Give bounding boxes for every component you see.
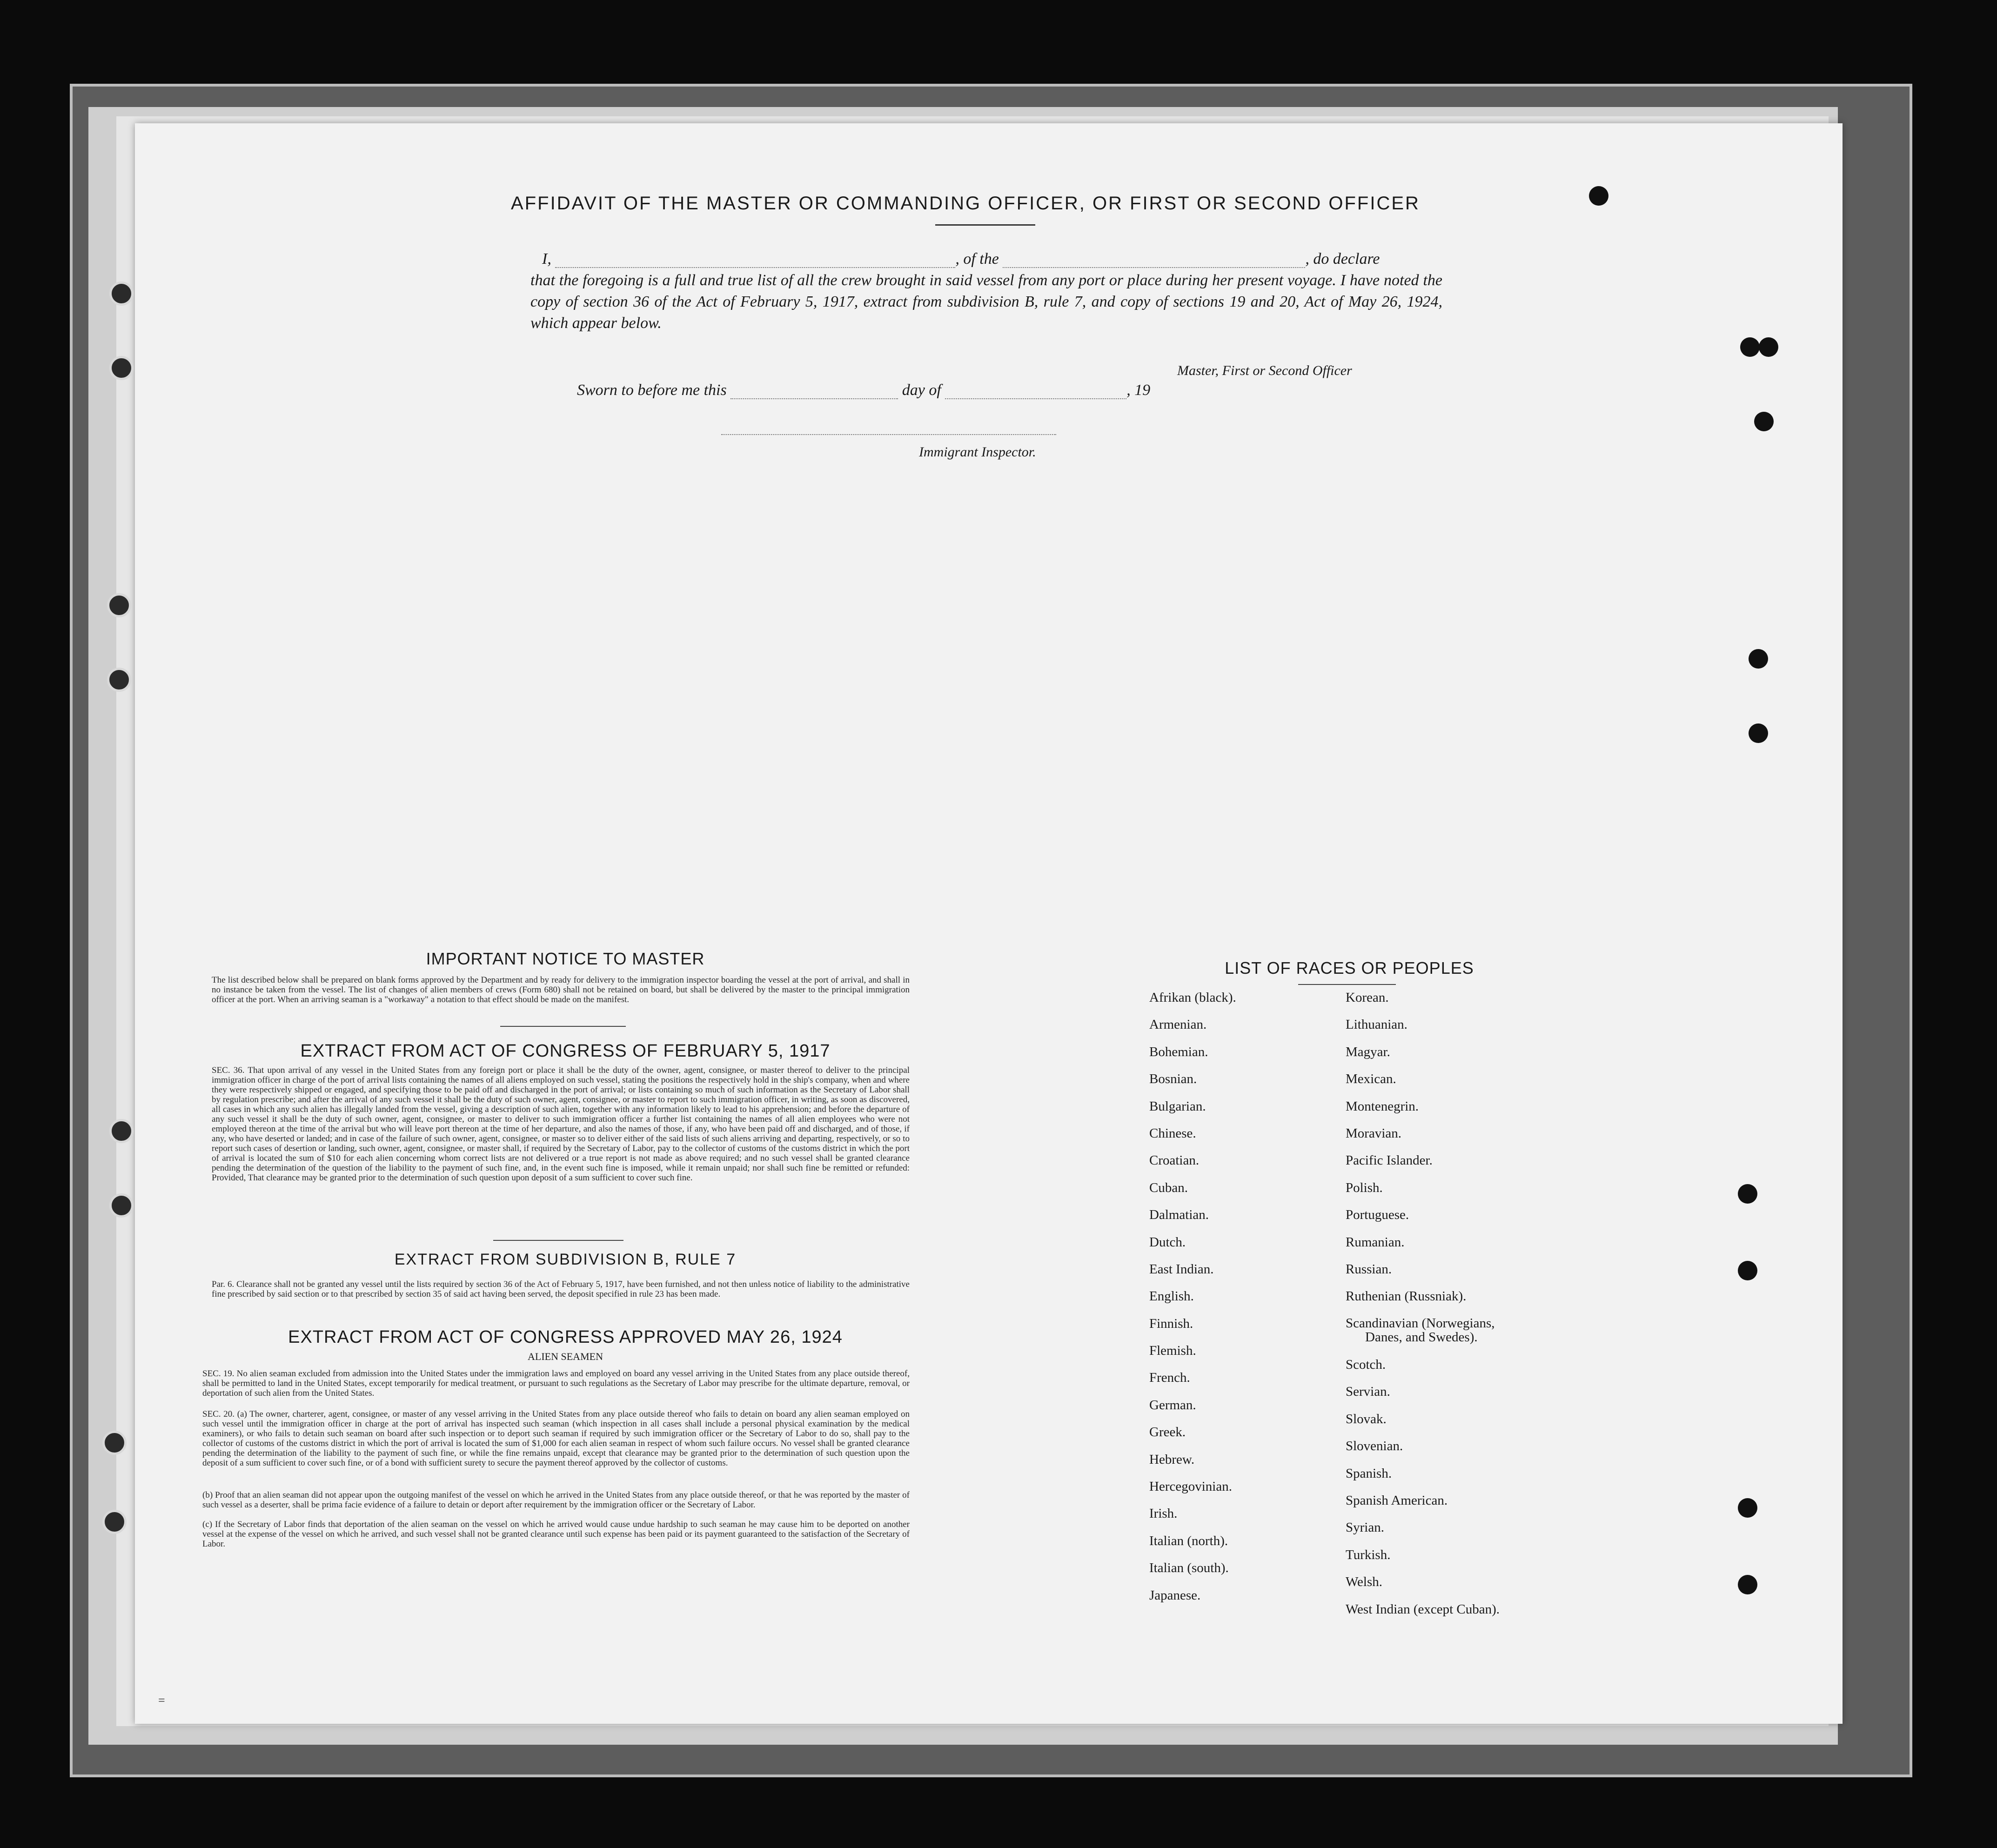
race-item: Korean. <box>1346 990 1389 1005</box>
section-divider <box>500 1026 626 1027</box>
race-item: Dutch. <box>1149 1234 1186 1250</box>
race-item: Finnish. <box>1149 1316 1193 1331</box>
race-item: Cuban. <box>1149 1180 1188 1195</box>
race-item: Spanish. <box>1346 1466 1392 1481</box>
race-item: Servian. <box>1346 1384 1390 1399</box>
race-item: Croatian. <box>1149 1153 1200 1168</box>
inspector-label: Immigrant Inspector. <box>919 444 1036 460</box>
inspector-signature-field[interactable] <box>721 434 1056 435</box>
race-item: Syrian. <box>1346 1520 1384 1535</box>
punch-hole <box>1738 1575 1757 1594</box>
extract-1917-text: SEC. 36. That upon arrival of any vessel in the United States from any foreign port or place it shall be the duty of the owner, agent, consignee, or master thereof to deliver to the principal immigration officer in charge of the port of arrival lists containing the names of all aliens employed on such vessel, stating the positions the respectively hold in the ship's company, when and where they were respectively shipped or engaged, and specifying those to be paid off and discharged in the port of arrival; or lists containing so much of such information as the Secretary of Labor shall by regulation prescribe; and after the arrival of any such vessel it shall be the duty of such owner, agent, consignee, or master to report to such immigration officer, in writing, as soon as discovered, all cases in which any such alien has illegally landed from the vessel, giving a description of such alien, together with any information likely to lead to his apprehension; and before the departure of any such vessel it shall be the duty of such owner, agent, consignee, or master to deliver to such immigration officer a further list containing the names of all alien employees who were not employed thereon at the time of the arrival but who will leave port thereon at the time of her departure, and also the names of those, if any, who have been paid off and discharged, and of those, if any, who have deserted or landed; and in case of the failure of such owner, agent, consignee, or master so to deliver either of the said lists of such aliens arriving and departing, respectively, or so to report such cases of desertion or landing, such owner, agent, consignee, or master shall, if required by the Secretary of Labor, pay to the collector of customs of the customs district in which the port of arrival is located the sum of $10 for each alien concerning whom correct lists are not delivered or a true report is not made as above required; and no such vessel shall be granted clearance pending the determination of the question of the liability to the payment of such fine, and, in the event such fine is imposed, while it remain unpaid; nor shall such fine be remitted or refunded: Provided, That clearance may be granted prior to the determination of such question upon deposit of a sum sufficient to cover such fine. <box>212 1065 910 1183</box>
race-item: Spanish American. <box>1346 1493 1448 1508</box>
binder-hole <box>102 1431 127 1455</box>
race-item: Scandinavian (Norwegians, <box>1346 1315 1495 1331</box>
race-item: Rumanian. <box>1346 1234 1405 1250</box>
race-item: Portuguese. <box>1346 1207 1409 1223</box>
race-item: Armenian. <box>1149 1017 1207 1032</box>
race-item: East Indian. <box>1149 1261 1214 1277</box>
race-item: Welsh. <box>1346 1574 1383 1590</box>
extract-1924-subtitle: ALIEN SEAMEN <box>528 1351 603 1362</box>
race-item: Japanese. <box>1149 1587 1201 1603</box>
race-item: Slovenian. <box>1346 1439 1403 1454</box>
punch-hole <box>1738 1498 1757 1518</box>
sworn-prefix: Sworn to before me this <box>577 382 727 399</box>
notice-title: IMPORTANT NOTICE TO MASTER <box>426 949 705 968</box>
punch-hole <box>1754 412 1774 431</box>
punch-hole <box>1738 1261 1757 1280</box>
race-item: Irish. <box>1149 1506 1178 1521</box>
punch-hole <box>1738 1184 1757 1204</box>
race-item: Chinese. <box>1149 1125 1196 1141</box>
affidavit-title: AFFIDAVIT OF THE MASTER OR COMMANDING OFFICER, OR FIRST OR SECOND OFFICER <box>511 193 1420 214</box>
year-prefix: , 19 <box>1126 382 1151 399</box>
binder-hole <box>107 668 131 692</box>
affidavit-declaration-line <box>542 250 1440 268</box>
binder-hole <box>109 1193 134 1218</box>
race-item: Dalmatian. <box>1149 1207 1209 1223</box>
extract-1924-sec20a: SEC. 20. (a) The owner, charterer, agent, consignee, or master of any vessel arriving in the United States from any place outside thereof who fails to detain on board any alien seaman employed on such vessel until the immigration officer in charge at the port of arrival has inspected such seaman (which inspection in all cases shall include a personal physical examination by the medical examiners), or who fails to detain such seaman on board after such inspection or to deport such seaman if required by such immigration officer or the Secretary of Labor to do so, shall pay to the collector of customs of the customs district in which the port of arrival is located the sum of $1,000 for each alien seaman in respect of whom such failure occurs. No vessel shall be granted clearance pending the determination of the liability to the payment of such fine, or while the fine remains unpaid, except that clearance may be granted prior to the determination of such question upon the deposit of a sum sufficient to cover such fine, or of a bond with sufficient surety to secure the payment thereof approved by the collector of customs. <box>202 1409 910 1468</box>
binder-hole <box>107 593 131 617</box>
race-item: Russian. <box>1346 1261 1392 1277</box>
margin-mark: = <box>158 1694 165 1707</box>
race-item: Scotch. <box>1346 1357 1386 1373</box>
declarant-prefix: I, <box>542 250 551 268</box>
race-item: Ruthenian (Russniak). <box>1346 1289 1467 1304</box>
extract-1924-sec19: SEC. 19. No alien seaman excluded from admission into the United States under the immigration laws and employed on board any vessel arriving in the United States from any place outside thereof, shall be permitted to land in the United States, except temporarily for medical treatment, or pursuant to such regulations as the Secretary of Labor may prescribe for the ultimate departure, removal, or deportation of such alien from the United States. <box>202 1369 910 1398</box>
title-rule <box>935 224 1035 226</box>
race-item: Montenegrin. <box>1346 1098 1419 1114</box>
extract-1917-title: EXTRACT FROM ACT OF CONGRESS OF FEBRUARY 5, 1917 <box>300 1041 831 1061</box>
do-declare-label: , do declare <box>1305 250 1380 268</box>
vessel-name-field[interactable] <box>1003 255 1305 268</box>
binder-hole <box>109 1119 134 1143</box>
punch-hole <box>1749 649 1768 669</box>
race-item: West Indian (except Cuban). <box>1346 1601 1500 1617</box>
race-item-continuation: Danes, and Swedes). <box>1365 1329 1478 1345</box>
extract-1924-sec20b: (b) Proof that an alien seaman did not appear upon the outgoing manifest of the vessel on which he arrived in the United States from any place outside thereof, or that he was reported by the master of such vessel as a deserter, shall be prima facie evidence of a failure to detain or deport after requirement by the immigration officer or the Secretary of Labor. <box>202 1490 910 1510</box>
race-item: Mexican. <box>1346 1071 1396 1087</box>
race-item: Moravian. <box>1346 1125 1401 1141</box>
binder-hole <box>109 281 134 306</box>
punch-hole <box>1740 337 1760 357</box>
notice-text: The list described below shall be prepared on blank forms approved by the Department and by ready for delivery to the immigration inspector boarding the vessel at the port of arrival, and shall in no instance be taken from the vessel. The list of changes of alien members of crews (Form 680) shall not be retained on board, but shall be delivered by the master to the principal immigration officer at the port. When an arriving seaman is a "workaway" a notation to that effect should be made on the manifest. <box>212 975 910 1004</box>
races-title: LIST OF RACES OR PEOPLES <box>1225 958 1474 978</box>
race-item: Greek. <box>1149 1425 1186 1440</box>
race-item: Italian (south). <box>1149 1560 1229 1576</box>
race-item: Pacific Islander. <box>1346 1153 1433 1168</box>
affidavit-body: that the foregoing is a full and true list of all the crew brought in said vessel from any port or place during her present voyage. I have noted the copy of section 36 of the Act of February 5, 1917, extract from subdivision B, rule 7, and copy of sections 19 and 20, Act of May 26, 1924, which appear below. <box>530 272 1442 332</box>
declarant-name-field[interactable] <box>555 255 955 268</box>
race-item: Hercegovinian. <box>1149 1479 1232 1494</box>
race-item: Bohemian. <box>1149 1044 1208 1059</box>
race-item: Magyar. <box>1346 1044 1390 1059</box>
affidavit-page <box>135 123 1843 1724</box>
race-item: Flemish. <box>1149 1343 1196 1359</box>
extract-rule7-title: EXTRACT FROM SUBDIVISION B, RULE 7 <box>394 1251 737 1268</box>
race-item: English. <box>1149 1289 1194 1304</box>
binder-hole <box>109 356 134 380</box>
section-divider <box>493 1240 623 1241</box>
extract-rule7-text: Par. 6. Clearance shall not be granted any vessel until the lists required by section 36 of the Act of February 5, 1917, have been furnished, and not then unless notice of liability to the administrative fine prescribed by said section or to that prescribed by section 35 of said act having been served, the deposit specified in rule 23 has been made. <box>212 1279 910 1299</box>
sworn-month-field[interactable] <box>945 386 1126 399</box>
race-item: Afrikan (black). <box>1149 990 1236 1005</box>
races-title-rule <box>1298 984 1396 985</box>
day-of-label: day of <box>902 382 941 399</box>
race-item: Bosnian. <box>1149 1071 1197 1087</box>
race-item: French. <box>1149 1370 1190 1386</box>
punch-hole <box>1589 186 1608 206</box>
of-the-label: , of the <box>955 250 999 268</box>
extract-1924-sec20c: (c) If the Secretary of Labor finds that deportation of the alien seaman on the vessel on which he arrived would cause undue hardship to such seaman he may cause him to be deported on another vessel at the expense of the vessel on which he arrived, and such vessel shall not be granted clearance until such expense has been paid or its payment guaranteed to the satisfaction of the Secretary of Labor. <box>202 1520 910 1549</box>
punch-hole <box>1759 337 1778 357</box>
race-item: German. <box>1149 1397 1196 1413</box>
race-item: Polish. <box>1346 1180 1383 1195</box>
race-item: Italian (north). <box>1149 1533 1228 1548</box>
punch-hole <box>1749 723 1768 743</box>
race-item: Lithuanian. <box>1346 1017 1407 1032</box>
extract-1924-title: EXTRACT FROM ACT OF CONGRESS APPROVED MAY 26, 1924 <box>288 1327 843 1347</box>
master-signature-label: Master, First or Second Officer <box>1177 363 1352 378</box>
races-right-column <box>1346 990 1500 1629</box>
race-item: Hebrew. <box>1149 1452 1195 1467</box>
binder-hole <box>102 1510 127 1534</box>
race-item: Bulgarian. <box>1149 1098 1206 1114</box>
sworn-day-field[interactable] <box>730 386 898 399</box>
race-item: Turkish. <box>1346 1547 1391 1562</box>
sworn-row <box>577 382 1293 399</box>
race-item: Slovak. <box>1346 1411 1387 1426</box>
races-left-column <box>1149 990 1236 1615</box>
